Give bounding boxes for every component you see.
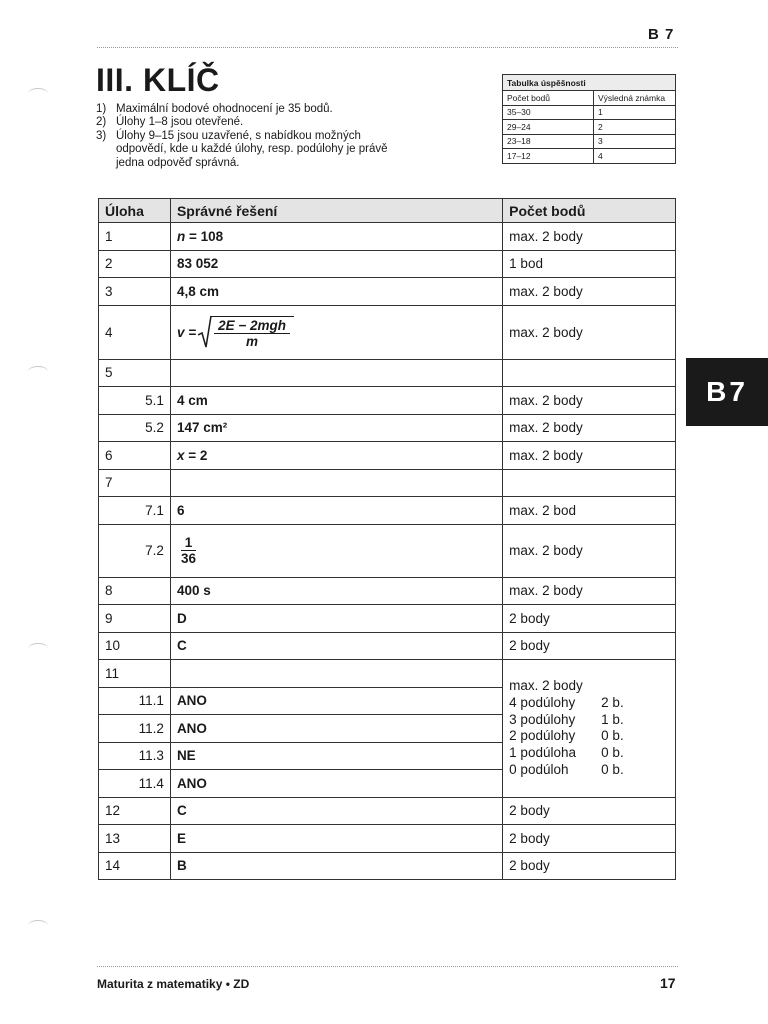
solution-cell <box>170 359 502 387</box>
task-number: 4 <box>99 305 171 359</box>
task-number: 13 <box>99 825 171 853</box>
task-number: 9 <box>99 605 171 633</box>
points-cell: 2 body <box>503 825 676 853</box>
top-rule <box>97 47 678 48</box>
solution-cell: 4 cm <box>170 387 502 415</box>
points-cell: max. 2 body <box>503 442 676 470</box>
table-row <box>99 359 676 387</box>
success-grade: 4 <box>594 149 676 164</box>
table-row <box>99 524 676 577</box>
task-number: 14 <box>99 852 171 880</box>
footer-publication: Maturita z matematiky • ZD <box>97 977 250 991</box>
intro-item-text: Maximální bodové ohodnocení je 35 bodů. <box>116 103 333 115</box>
solution-cell: 400 s <box>170 577 502 605</box>
solution-cell: C <box>170 632 502 660</box>
success-row <box>503 120 676 135</box>
solution-cell <box>170 660 502 688</box>
subtask-number: 11.4 <box>99 770 171 798</box>
subtask-number: 11.2 <box>99 715 171 743</box>
table-row <box>99 852 676 880</box>
success-points: 35–30 <box>503 105 594 120</box>
intro-item-number: 2) <box>96 116 107 129</box>
table-row <box>99 632 676 660</box>
formula-lhs: v = <box>176 324 197 340</box>
success-grade: 3 <box>594 134 676 149</box>
formula-numerator: 2E − 2mgh <box>214 318 290 334</box>
fraction-denominator: 36 <box>180 551 196 566</box>
intro-item-text: Úlohy 1–8 jsou otevřené. <box>116 116 244 129</box>
task-number: 8 <box>99 577 171 605</box>
table-row <box>99 577 676 605</box>
solution-cell <box>170 223 502 251</box>
intro-item <box>96 116 396 129</box>
solution-cell: NE <box>170 742 502 770</box>
velocity-formula <box>177 315 294 349</box>
points-cell <box>503 469 676 497</box>
breakdown-value: 1 b. <box>601 711 624 727</box>
punch-hole-mark <box>28 366 48 377</box>
success-table-caption: Tabulka úspěšnosti <box>503 75 676 91</box>
breakdown-value: 0 b. <box>601 745 624 761</box>
points-cell: 1 bod <box>503 250 676 278</box>
intro-list <box>96 103 396 170</box>
task-number: 5 <box>99 359 171 387</box>
intro-item-number: 3) <box>96 129 107 142</box>
solution-cell: ANO <box>170 770 502 798</box>
subtask-number: 11.1 <box>99 687 171 715</box>
solution-cell: 147 cm² <box>170 414 502 442</box>
success-row <box>503 149 676 164</box>
breakdown-value: 0 b. <box>601 728 624 744</box>
section-side-tab: B7 <box>686 358 768 426</box>
page-code: B 7 <box>648 26 675 43</box>
footer-page-number: 17 <box>660 975 676 991</box>
solution-value: = 108 <box>185 228 224 244</box>
punch-hole-mark <box>28 643 48 654</box>
solution-cell <box>170 524 502 577</box>
table-row <box>99 387 676 415</box>
solution-value: = 2 <box>184 447 208 463</box>
formula-fraction <box>210 316 294 349</box>
task-number: 11 <box>99 660 171 688</box>
points-cell: max. 2 body <box>503 387 676 415</box>
table-row <box>99 278 676 306</box>
intro-item-text: Úlohy 9–15 jsou uzavřené, s nabídkou možných odpovědí, kde u každé úlohy, resp. podúlohy je právě jedna odpověď správná. <box>116 129 388 169</box>
solution-cell: D <box>170 605 502 633</box>
points-cell: max. 2 body <box>503 414 676 442</box>
subtask-number: 11.3 <box>99 742 171 770</box>
points-cell: max. 2 body <box>503 278 676 306</box>
table-row <box>99 305 676 359</box>
solution-cell: 6 <box>170 497 502 525</box>
breakdown-value: 2 b. <box>601 694 624 710</box>
success-table <box>502 74 676 164</box>
task-number: 12 <box>99 797 171 825</box>
task11-points-breakdown <box>509 695 669 779</box>
punch-hole-mark <box>28 920 48 931</box>
answer-key-table <box>98 198 676 880</box>
square-root <box>198 315 294 349</box>
points-cell: 2 body <box>503 797 676 825</box>
task-number: 10 <box>99 632 171 660</box>
points-cell: max. 2 bod <box>503 497 676 525</box>
points-cell <box>503 359 676 387</box>
table-row <box>99 497 676 525</box>
subtask-number: 5.1 <box>99 387 171 415</box>
solution-cell: ANO <box>170 687 502 715</box>
solution-cell <box>170 442 502 470</box>
success-points: 29–24 <box>503 120 594 135</box>
table-row <box>99 414 676 442</box>
solution-cell: ANO <box>170 715 502 743</box>
success-points: 17–12 <box>503 149 594 164</box>
header-points: Počet bodů <box>503 199 676 223</box>
formula-denominator: m <box>246 333 259 349</box>
task11-points-title: max. 2 body <box>509 678 583 693</box>
breakdown-label: 0 podúloh <box>509 761 569 777</box>
intro-item <box>96 103 396 116</box>
points-cell: 2 body <box>503 605 676 633</box>
solution-cell: 83 052 <box>170 250 502 278</box>
header-task: Úloha <box>99 199 171 223</box>
table-row <box>99 605 676 633</box>
fraction-numerator: 1 <box>181 535 197 551</box>
section-title: III. KLÍČ <box>96 62 220 98</box>
table-row <box>99 250 676 278</box>
points-cell: max. 2 body <box>503 305 676 359</box>
success-header-grade: Výsledná známka <box>594 91 676 106</box>
success-header-points: Počet bodů <box>503 91 594 106</box>
success-grade: 2 <box>594 120 676 135</box>
table-row <box>99 825 676 853</box>
intro-item <box>96 130 396 170</box>
intro-item-number: 1) <box>96 103 107 115</box>
breakdown-label: 3 podúlohy <box>509 711 576 727</box>
solution-cell: C <box>170 797 502 825</box>
solution-cell <box>170 469 502 497</box>
success-row <box>503 134 676 149</box>
bottom-rule <box>97 966 678 967</box>
points-cell: max. 2 body <box>503 524 676 577</box>
header-solution: Správné řešení <box>170 199 502 223</box>
breakdown-label: 2 podúlohy <box>509 728 576 744</box>
solution-variable: n <box>176 228 186 244</box>
task-number: 3 <box>99 278 171 306</box>
success-points: 23–18 <box>503 134 594 149</box>
subtask-number: 7.2 <box>99 524 171 577</box>
subtask-number: 5.2 <box>99 414 171 442</box>
table-row <box>99 660 676 688</box>
points-cell: max. 2 body <box>503 223 676 251</box>
points-cell: 2 body <box>503 852 676 880</box>
solution-cell: B <box>170 852 502 880</box>
solution-variable: x <box>176 447 185 463</box>
breakdown-value: 0 b. <box>601 761 624 777</box>
success-row <box>503 105 676 120</box>
success-grade: 1 <box>594 105 676 120</box>
points-cell: max. 2 body <box>503 577 676 605</box>
table-row <box>99 442 676 470</box>
solution-cell: 4,8 cm <box>170 278 502 306</box>
solution-cell: E <box>170 825 502 853</box>
subtask-number: 7.1 <box>99 497 171 525</box>
task-number: 1 <box>99 223 171 251</box>
table-row <box>99 797 676 825</box>
task11-points-cell <box>503 660 676 798</box>
points-cell: 2 body <box>503 632 676 660</box>
solution-cell <box>170 305 502 359</box>
breakdown-label: 1 podúloha <box>509 745 576 761</box>
punch-hole-mark <box>28 88 48 99</box>
task-number: 7 <box>99 469 171 497</box>
solution-fraction <box>177 535 200 566</box>
breakdown-label: 4 podúlohy <box>509 694 576 710</box>
task-number: 6 <box>99 442 171 470</box>
task-number: 2 <box>99 250 171 278</box>
table-row <box>99 223 676 251</box>
table-row <box>99 469 676 497</box>
